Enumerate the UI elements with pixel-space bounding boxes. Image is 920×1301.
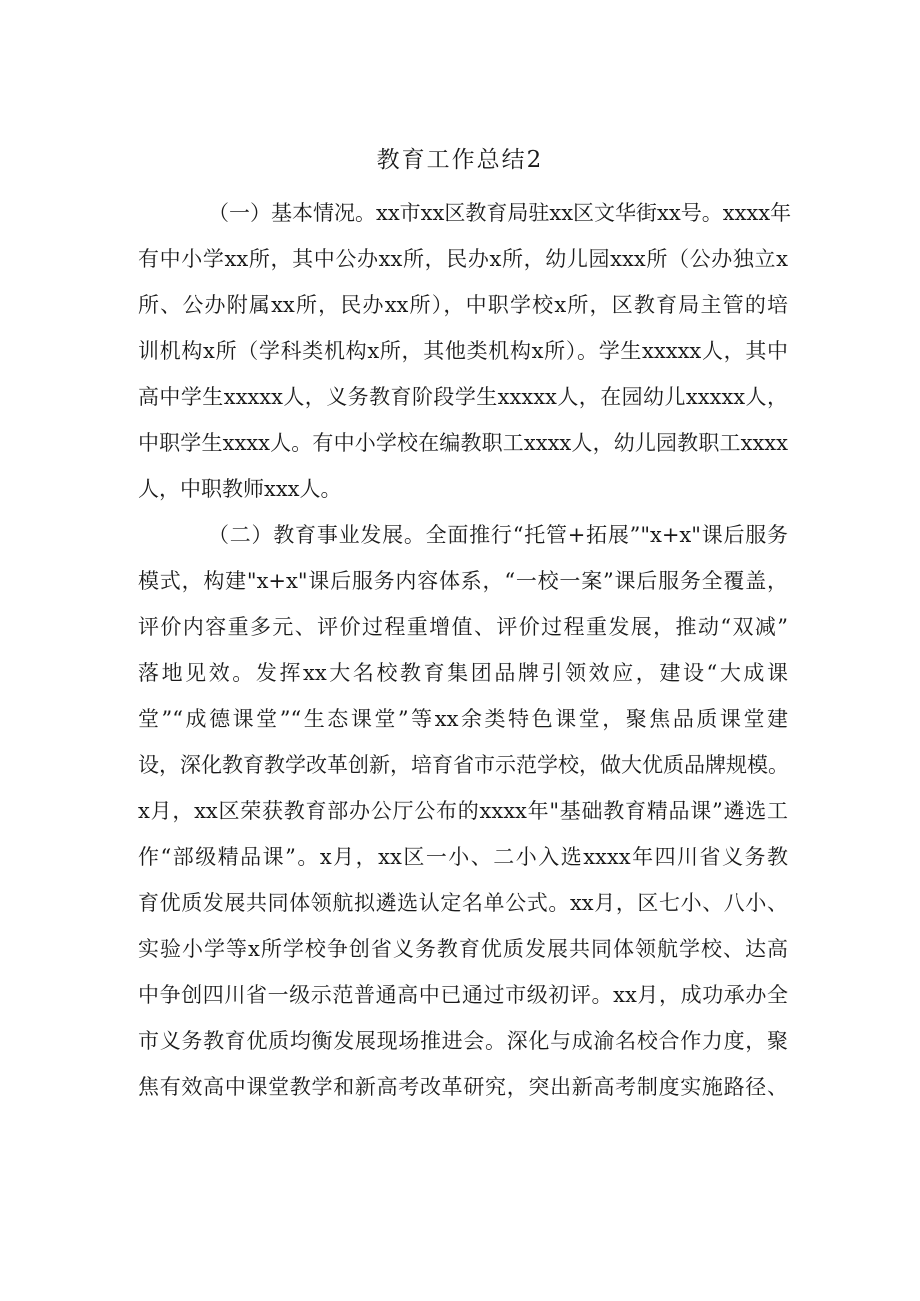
paragraph-2-line-11: 中争创四川省一级示范普通高中已通过市级初评。xx月，成功承办全 [138,983,788,1007]
paragraph-1-line-4: 训机构x所（学科类机构x所，其他类机构x所）。学生xxxxx人，其中 [138,339,788,363]
paragraph-2-line-10: 实验小学等x所学校争创省义务教育优质发展共同体领航学校、达高 [138,937,788,961]
paragraph-2-line-4: 落地见效。发挥xx大名校教育集团品牌引领效应，建设“大成课 [138,661,788,685]
paragraph-1-line-6: 中职学生xxxx人。有中小学校在编教职工xxxx人，幼儿园教职工xxxx [138,431,788,455]
paragraph-2-line-6: 设，深化教育教学改革创新，培育省市示范学校，做大优质品牌规模。 [138,753,789,777]
document-title: 教育工作总结2 [376,147,544,173]
paragraph-2-line-3: 评价内容重多元、评价过程重增值、评价过程重发展，推动“双减” [138,615,788,639]
paragraph-2-line-5: 堂”“成德课堂”“生态课堂”等xx余类特色课堂，聚焦品质课堂建 [138,707,788,731]
paragraph-2-line-8: 作“部级精品课”。x月，xx区一小、二小入选xxxx年四川省义务教 [138,845,788,869]
paragraph-2-line-9: 育优质发展共同体领航拟遴选认定名单公式。xx月，区七小、八小、 [138,891,788,915]
paragraph-2-line-13: 焦有效高中课堂教学和新高考改革研究，突出新高考制度实施路径、 [138,1075,788,1099]
paragraph-2-line-12: 市义务教育优质均衡发展现场推进会。深化与成渝名校合作力度，聚 [138,1029,788,1053]
paragraph-1-line-7: 人，中职教师xxx人。 [138,477,342,501]
paragraph-2-line-7: x月，xx区荣获教育部办公厅公布的xxxx年"基础教育精品课”遴选工 [138,799,788,823]
paragraph-1-line-5: 高中学生xxxxx人，义务教育阶段学生xxxxx人，在园幼儿xxxxx人， [138,385,788,409]
paragraph-2-line-1: （二）教育事业发展。全面推行“托管+拓展”"x+x"课后服务 [208,523,788,547]
paragraph-1-line-1: （一）基本情况。xx市xx区教育局驻xx区文华街xx号。xxxx年 [208,201,792,225]
document-body [138,190,792,1110]
paragraph-1-line-3: 所、公办附属xx所，民办xx所），中职学校x所，区教育局主管的培 [138,293,788,317]
paragraph-2-line-2: 模式，构建"x+x"课后服务内容体系，“一校一案”课后服务全覆盖， [138,569,788,593]
paragraph-1-line-2: 有中小学xx所，其中公办xx所，民办x所，幼儿园xxx所（公办独立x [138,247,788,271]
